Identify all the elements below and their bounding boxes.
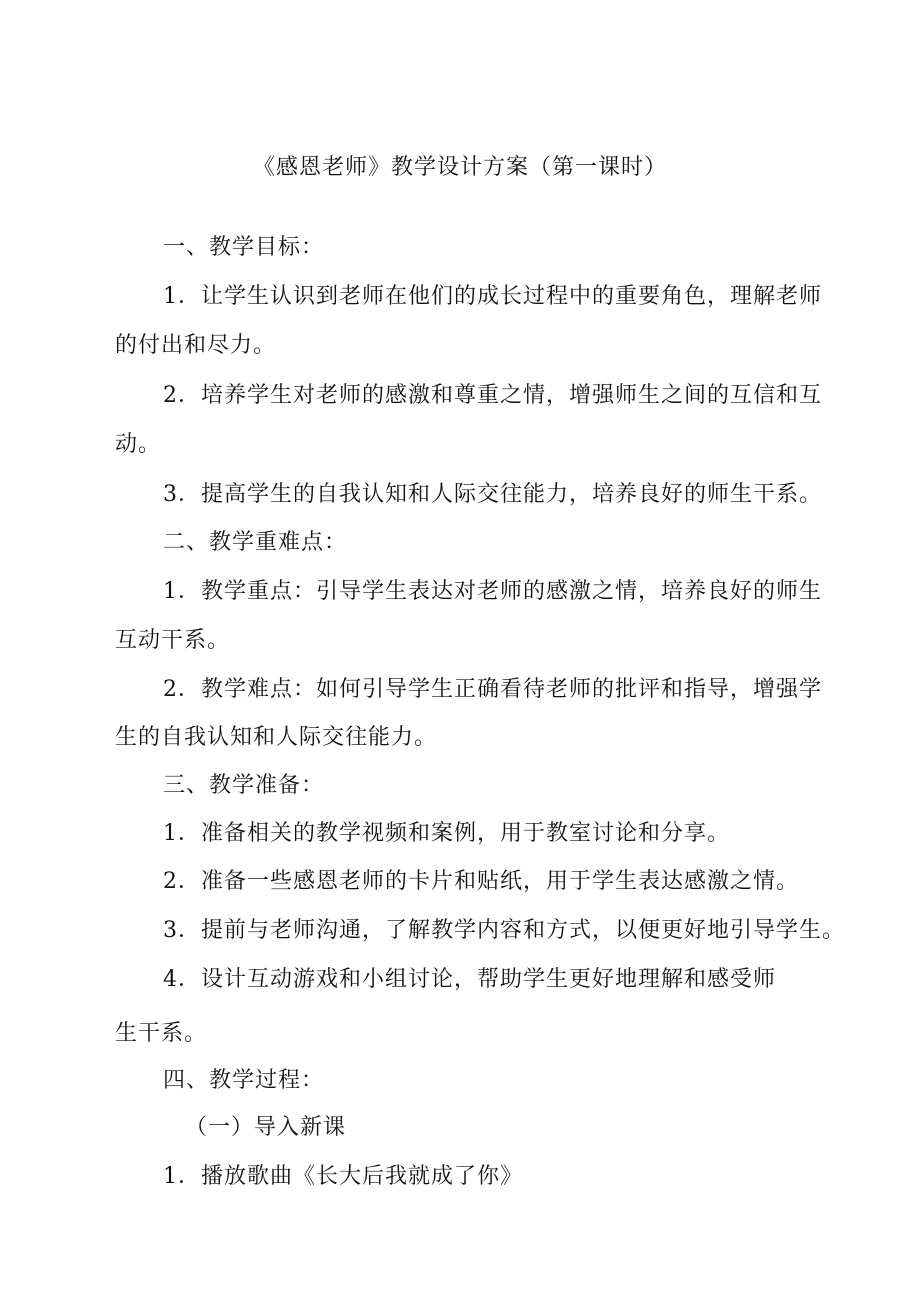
- paragraph-line: 动。: [115, 432, 162, 457]
- paragraph-line: 4．设计互动游戏和小组讨论，帮助学生更好地理解和感受师: [163, 967, 776, 992]
- paragraph-line: 2．教学难点：如何引导学生正确看待老师的批评和指导，增强学: [163, 677, 822, 702]
- paragraph-line: 的付出和尽力。: [115, 333, 277, 358]
- paragraph-line: 1．播放歌曲《长大后我就成了你》: [163, 1164, 523, 1189]
- section-heading-key-points: 二、教学重难点：: [163, 530, 348, 555]
- section-heading-objectives: 一、教学目标：: [163, 235, 325, 260]
- paragraph-line: 3．提前与老师沟通，了解教学内容和方式，以便更好地引导学生。: [163, 918, 845, 943]
- section-heading-preparation: 三、教学准备：: [163, 773, 325, 798]
- paragraph-line: 3．提高学生的自我认知和人际交往能力，培养良好的师生干系。: [163, 482, 822, 507]
- subsection-heading: （一）导入新课: [185, 1115, 347, 1140]
- paragraph-line: 2．准备一些感恩老师的卡片和贴纸，用于学生表达感激之情。: [163, 869, 799, 894]
- paragraph-line: 1．让学生认识到老师在他们的成长过程中的重要角色，理解老师: [163, 284, 822, 309]
- section-heading-process: 四、教学过程：: [163, 1068, 325, 1093]
- document-title: 《感恩老师》教学设计方案（第一课时）: [252, 155, 667, 180]
- paragraph-line: 1．教学重点：引导学生表达对老师的感激之情，培养良好的师生: [163, 579, 822, 604]
- paragraph-line: 2．培养学生对老师的感激和尊重之情，增强师生之间的互信和互: [163, 383, 822, 408]
- paragraph-line: 生的自我认知和人际交往能力。: [115, 725, 438, 750]
- paragraph-line: 1．准备相关的教学视频和案例，用于教室讨论和分享。: [163, 821, 730, 846]
- paragraph-line: 互动干系。: [115, 628, 231, 653]
- paragraph-line: 生干系。: [115, 1021, 208, 1046]
